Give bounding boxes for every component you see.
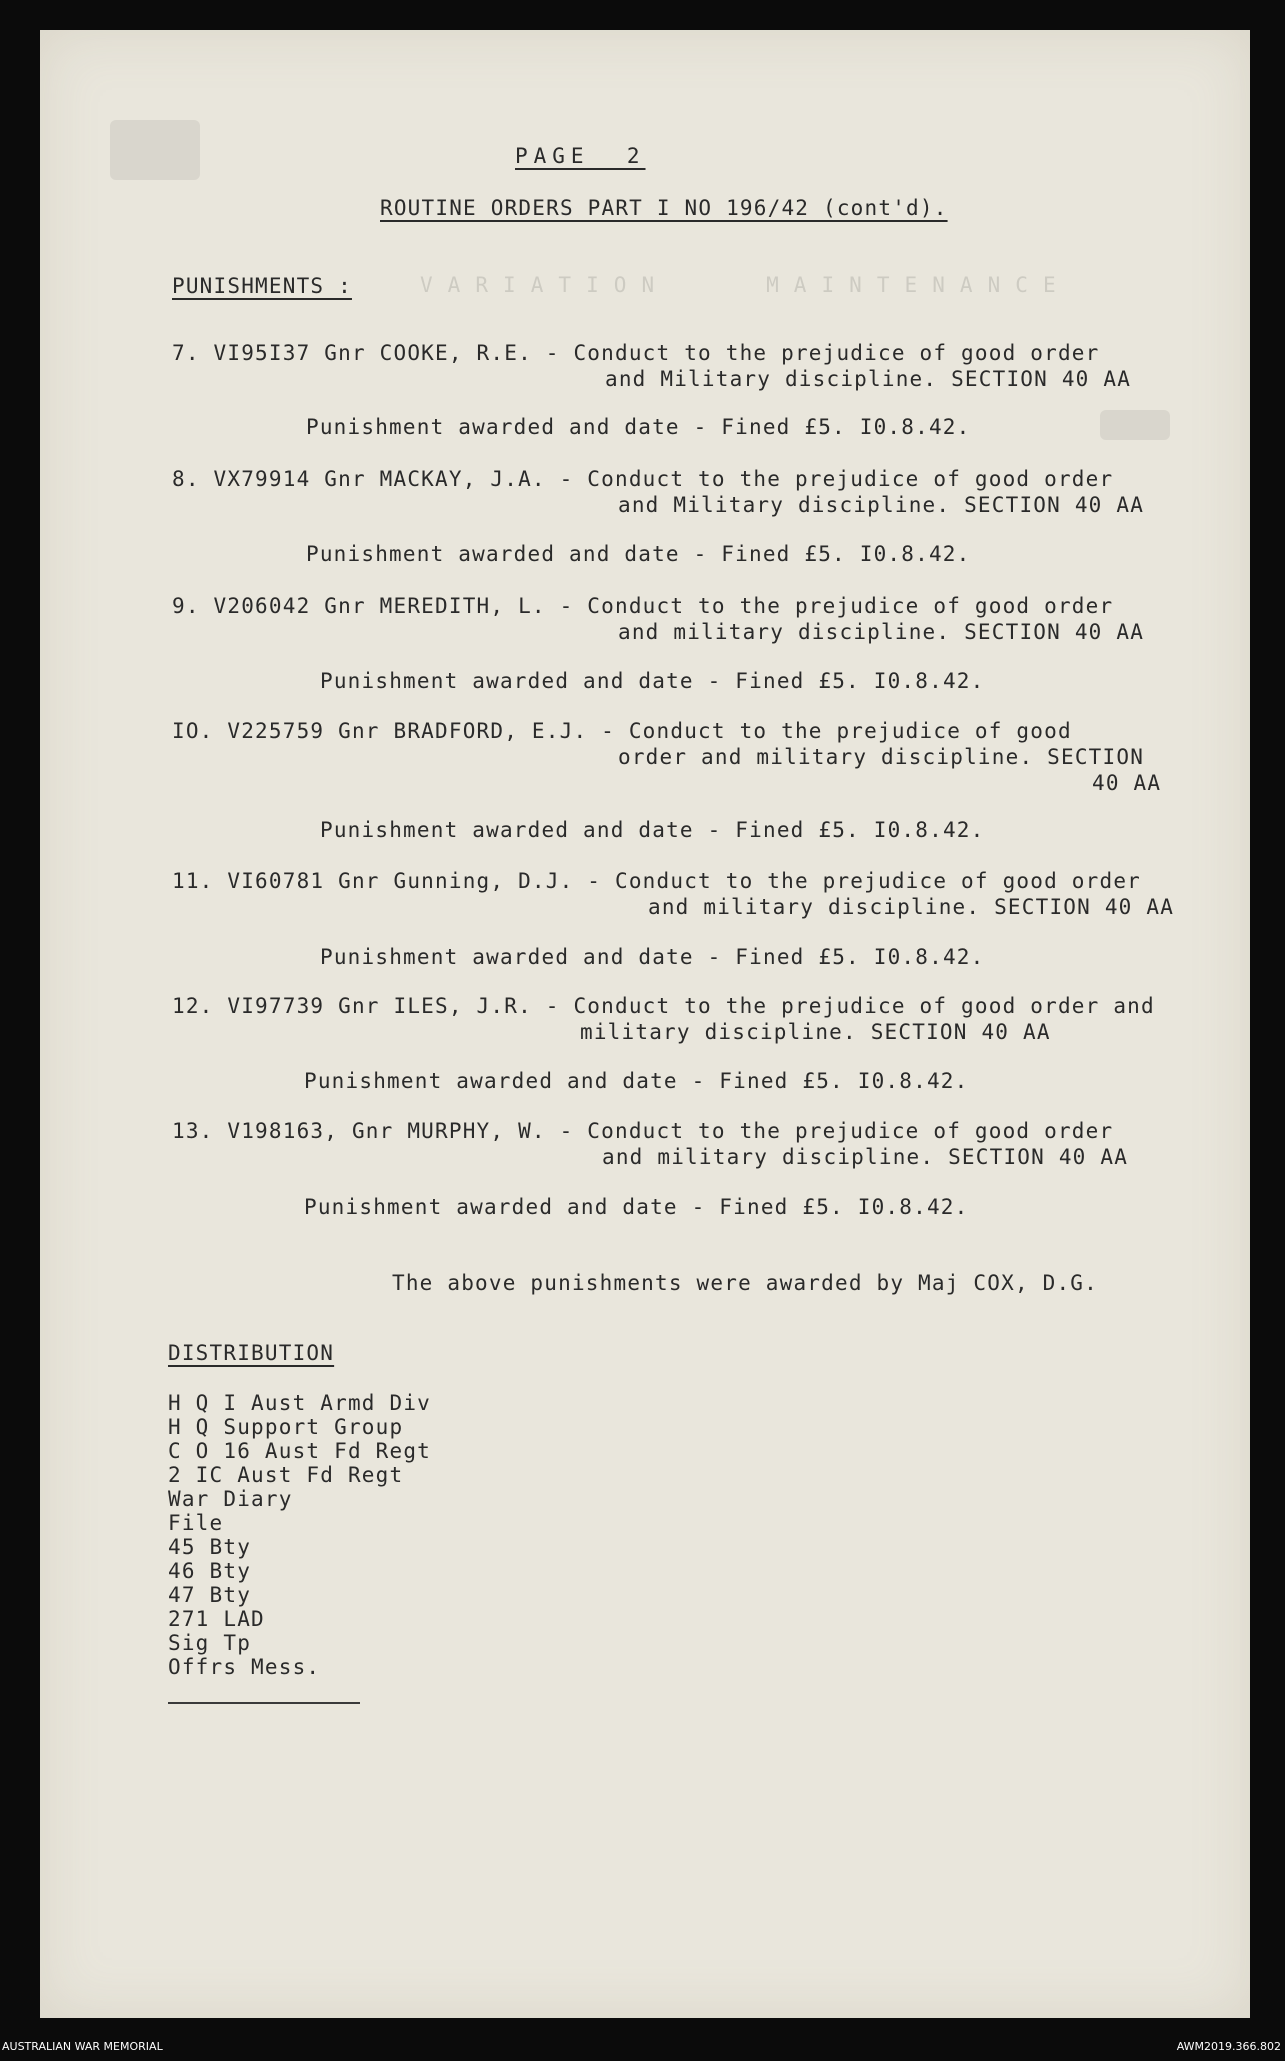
entry-award: Punishment awarded and date - Fined £5. I0.8.42.	[304, 1195, 969, 1219]
awarded-by-statement: The above punishments were awarded by Maj COX, D.G.	[392, 1271, 1098, 1295]
entry-charge-continuation: and military discipline. SECTION 40 AA	[602, 1145, 1129, 1169]
entry-charge-line: 7. VI95I37 Gnr COOKE, R.E. - Conduct to the prejudice of good order	[172, 341, 1100, 365]
page-heading: PAGE 2	[515, 144, 646, 168]
entry-award: Punishment awarded and date - Fined £5. I0.8.42.	[320, 818, 985, 842]
distribution-heading: DISTRIBUTION	[168, 1341, 335, 1365]
entry-charge-line: IO. V225759 Gnr BRADFORD, E.J. - Conduct to the prejudice of good	[172, 719, 1072, 743]
entry-charge-line: 11. VI60781 Gnr Gunning, D.J. - Conduct to the prejudice of good order	[172, 869, 1142, 893]
distribution-item: War Diary	[168, 1487, 293, 1511]
entry-charge-continuation: and Military discipline. SECTION 40 AA	[618, 493, 1145, 517]
entry-charge-line: 8. VX79914 Gnr MACKAY, J.A. - Conduct to the prejudice of good order	[172, 467, 1114, 491]
distribution-item: File	[168, 1511, 224, 1535]
bleed-through-text: V A R I A T I O N M A I N T E N A N C E	[420, 273, 1057, 297]
archive-footer-right: AWM2019.366.802	[1176, 2040, 1281, 2053]
typed-document	[40, 30, 1250, 2018]
entry-charge-line: 13. V198163, Gnr MURPHY, W. - Conduct to the prejudice of good order	[172, 1119, 1114, 1143]
distribution-item: H Q I Aust Armd Div	[168, 1391, 432, 1415]
distribution-item: C O 16 Aust Fd Regt	[168, 1439, 432, 1463]
distribution-item: Sig Tp	[168, 1631, 252, 1655]
entry-charge-continuation: and Military discipline. SECTION 40 AA	[605, 367, 1132, 391]
entry-charge-continuation: military discipline. SECTION 40 AA	[580, 1020, 1051, 1044]
entry-charge-line: 9. V206042 Gnr MEREDITH, L. - Conduct to the prejudice of good order	[172, 594, 1114, 618]
entry-charge-line: 12. VI97739 Gnr ILES, J.R. - Conduct to the prejudice of good order and	[172, 994, 1155, 1018]
entry-award: Punishment awarded and date - Fined £5. I0.8.42.	[306, 415, 971, 439]
order-title: ROUTINE ORDERS PART I NO 196/42 (cont'd).	[380, 196, 948, 220]
punishments-heading: PUNISHMENTS :	[172, 274, 352, 298]
distribution-item: 45 Bty	[168, 1535, 252, 1559]
entry-award: Punishment awarded and date - Fined £5. I0.8.42.	[320, 945, 985, 969]
entry-charge-continuation: 40 AA	[1092, 771, 1162, 795]
distribution-item: H Q Support Group	[168, 1415, 404, 1439]
distribution-item: 2 IC Aust Fd Regt	[168, 1463, 404, 1487]
distribution-item: 46 Bty	[168, 1559, 252, 1583]
entry-charge-continuation: order and military discipline. SECTION	[618, 745, 1145, 769]
entry-charge-continuation: and military discipline. SECTION 40 AA	[618, 620, 1145, 644]
distribution-item: 47 Bty	[168, 1583, 252, 1607]
entry-award: Punishment awarded and date - Fined £5. I0.8.42.	[304, 1069, 969, 1093]
closing-rule	[168, 1702, 360, 1704]
archive-footer-left: AUSTRALIAN WAR MEMORIAL	[2, 2040, 163, 2053]
distribution-item: Offrs Mess.	[168, 1655, 321, 1679]
entry-award: Punishment awarded and date - Fined £5. I0.8.42.	[306, 542, 971, 566]
entry-award: Punishment awarded and date - Fined £5. I0.8.42.	[320, 669, 985, 693]
document-page	[40, 30, 1250, 2018]
entry-charge-continuation: and military discipline. SECTION 40 AA	[648, 895, 1175, 919]
distribution-item: 271 LAD	[168, 1607, 265, 1631]
